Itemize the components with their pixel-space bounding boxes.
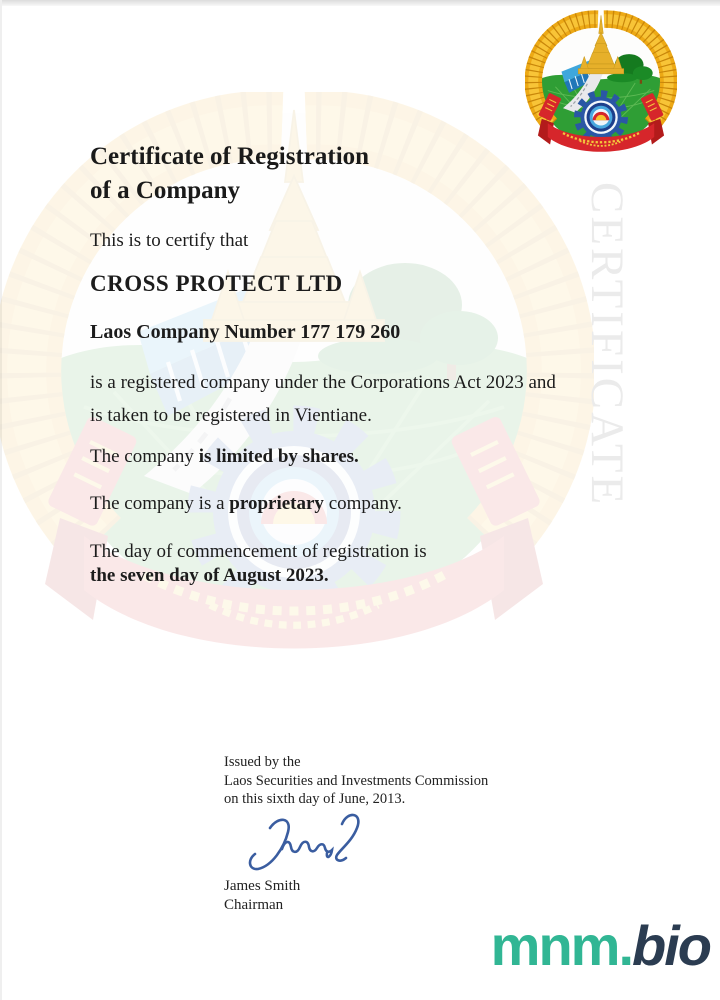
logo-primary-text: mnm. (490, 914, 633, 977)
company-number-line: Laos Company Number 177 179 260 (90, 321, 401, 343)
registration-line-2: is taken to be registered in Vientiane. (90, 405, 372, 426)
registration-paragraph (90, 366, 590, 432)
issued-line-1: Issued by the (224, 754, 301, 770)
proprietary-suffix: company. (323, 493, 402, 514)
proprietary-bold: proprietary (229, 493, 324, 514)
title-line-1: Certificate of Registration (90, 143, 370, 170)
issued-by-block (224, 753, 488, 809)
james-smith-signature (242, 808, 377, 880)
limited-bold: is limited by shares. (198, 446, 359, 467)
signatory-block (224, 877, 300, 915)
limited-prefix: The company (90, 446, 199, 467)
issued-line-3: on this sixth day of June, 2013. (224, 791, 406, 807)
commencement-line-2: the seven day of August 2023. (90, 565, 329, 586)
proprietary-paragraph (90, 493, 402, 515)
registration-line-1: is a registered company under the Corporations Act 2023 and (90, 372, 556, 393)
commencement-line-1: The day of commencement of registration is (90, 541, 427, 562)
limited-by-shares-paragraph (90, 446, 359, 468)
intro-line: This is to certify that (90, 230, 249, 251)
logo-secondary-text: bio (632, 914, 710, 977)
issued-line-2: Laos Securities and Investments Commission (224, 772, 489, 789)
page-top-edge (2, 0, 720, 6)
title-line-2: of a Company (90, 177, 241, 204)
company-name: CROSS PROTECT LTD (90, 271, 343, 296)
signatory-name: James Smith (224, 878, 301, 894)
mnm-bio-logo (490, 914, 710, 977)
signatory-title: Chairman (224, 897, 284, 913)
vertical-certificate-watermark: CERTIFICATE (581, 182, 633, 508)
laos-national-emblem-icon (525, 10, 677, 156)
certificate-title (90, 140, 510, 208)
commencement-paragraph (90, 540, 427, 588)
proprietary-prefix: The company is a (90, 493, 230, 514)
